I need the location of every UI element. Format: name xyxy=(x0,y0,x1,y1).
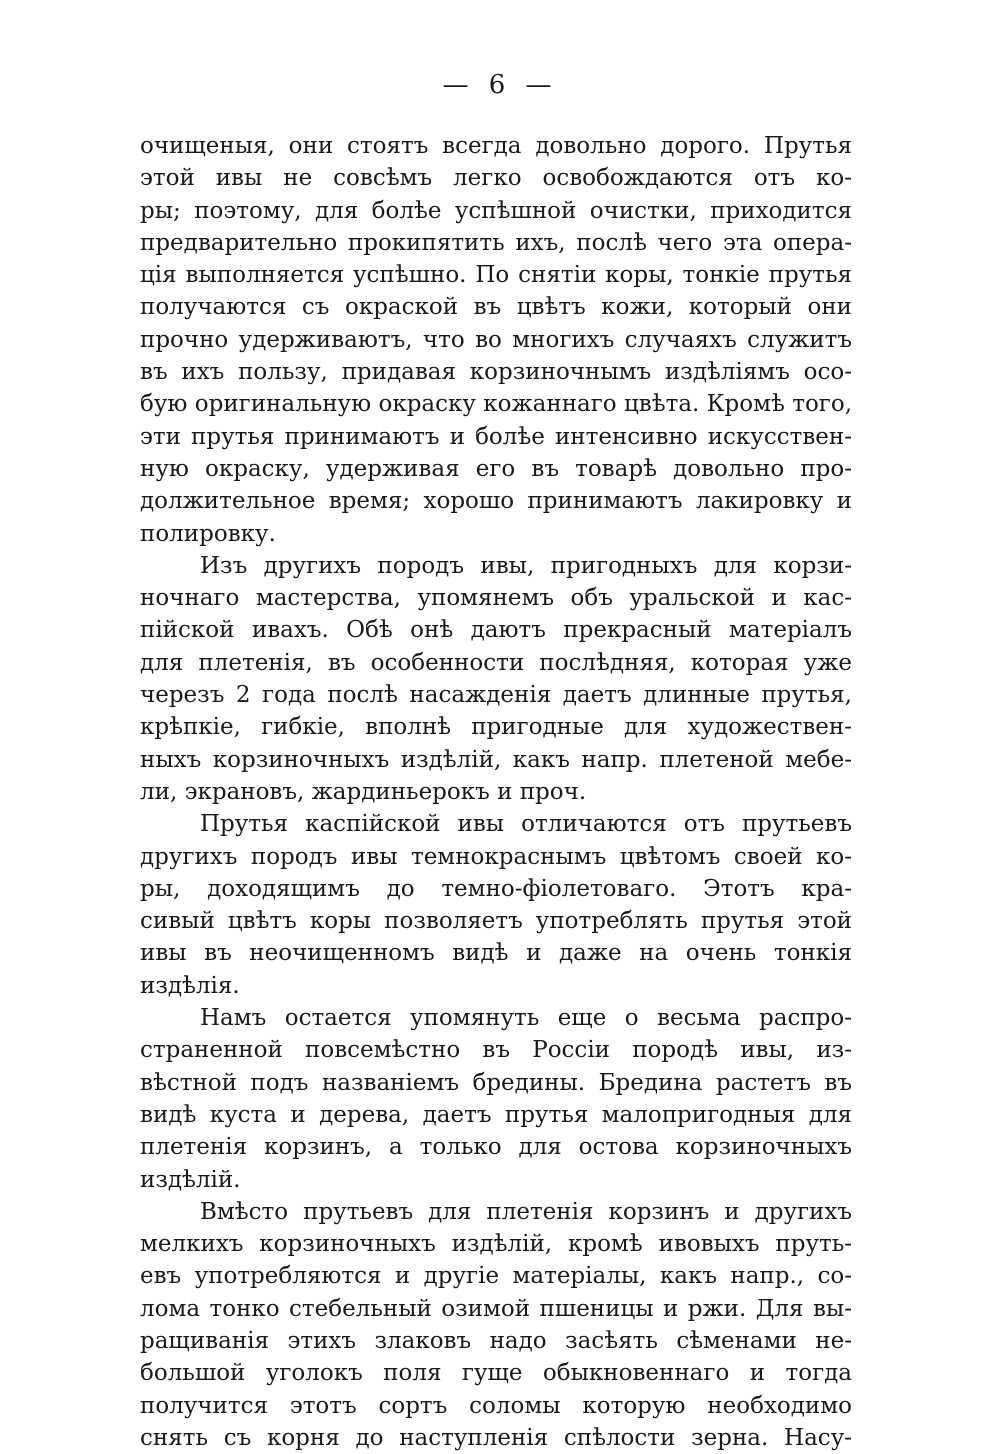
text-line: лома тонко стебельный озимой пшеницы и ржи. Для вы- xyxy=(140,1295,852,1322)
text-line: полировку. xyxy=(140,520,276,547)
text-line: ращиванія этихъ злаковъ надо засѣять сѣменами не- xyxy=(140,1327,852,1354)
text-line: должительное время; хорошо принимаютъ лакировку и xyxy=(140,488,852,515)
text-line: другихъ породъ ивы темнокраснымъ цвѣтомъ своей ко- xyxy=(140,843,852,870)
text-line: предварительно прокипятить ихъ, послѣ чего эта опера- xyxy=(140,229,852,256)
text-line: ція выполняется успѣшно. По снятіи коры, тонкіе прутья xyxy=(140,262,852,289)
text-line: для плетенія, въ особенности послѣдняя, которая уже xyxy=(140,649,852,676)
text-line: ночнаго мастерства, упомянемъ объ уральской и кас- xyxy=(140,585,852,612)
body-text xyxy=(140,130,852,1454)
text-line: получаются съ окраской въ цвѣтъ кожи, который они xyxy=(140,294,852,321)
text-line: прочно удерживаютъ, что во многихъ случаяхъ служитъ xyxy=(140,326,852,353)
text-line: въ ихъ пользу, придавая корзиночнымъ издѣліямъ осо- xyxy=(140,359,852,386)
text-line: евъ употребляются и другіе матеріалы, какъ напр., со- xyxy=(140,1263,852,1290)
text-line: Изъ другихъ породъ ивы, пригодныхъ для корзи- xyxy=(200,552,852,579)
text-line: ры, доходящимъ до темно-фіолетоваго. Этотъ кра- xyxy=(140,875,852,902)
text-line: ли, экрановъ, жардиньерокъ и проч. xyxy=(140,778,587,805)
text-line: крѣпкіе, гибкіе, вполнѣ пригодные для художествен- xyxy=(140,714,852,741)
text-line: большой уголокъ поля гуще обыкновеннаго и тогда xyxy=(140,1360,852,1387)
text-line: ры; поэтому, для болѣе успѣшной очистки, приходится xyxy=(140,197,852,224)
text-line: бую оригинальную окраску кожаннаго цвѣта. Кромѣ того, xyxy=(140,391,852,418)
text-line: ныхъ корзиночныхъ издѣлій, какъ напр. плетеной мебе- xyxy=(140,746,852,773)
text-line: Прутья каспійской ивы отличаются отъ прутьевъ xyxy=(200,811,852,838)
text-line: ивы въ неочищенномъ видѣ и даже на очень тонкія xyxy=(140,940,852,967)
text-line: снять съ корня до наступленія спѣлости зерна. Насу- xyxy=(140,1424,852,1451)
text-line: ную окраску, удерживая его въ товарѣ довольно про- xyxy=(140,455,852,482)
text-line: издѣлія. xyxy=(140,972,240,999)
page-number: — 6 — xyxy=(442,70,558,100)
text-line: страненной повсемѣстно въ Россіи породѣ ивы, из- xyxy=(140,1037,852,1064)
text-line: получится этотъ сортъ соломы которую необходимо xyxy=(140,1392,852,1419)
text-line: эти прутья принимаютъ и болѣе интенсивно искусствен- xyxy=(140,423,852,450)
text-line: вѣстной подъ названіемъ бредины. Бредина растетъ въ xyxy=(140,1069,852,1096)
text-line: сивый цвѣтъ коры позволяетъ употреблять прутья этой xyxy=(140,908,852,935)
text-line: видѣ куста и дерева, даетъ прутья малопригодныя для xyxy=(140,1101,852,1128)
text-line: Вмѣсто прутьевъ для плетенія корзинъ и другихъ xyxy=(200,1198,852,1225)
text-line: плетенія корзинъ, а только для остова корзиночныхъ xyxy=(140,1134,852,1161)
text-line: этой ивы не совсѣмъ легко освобождаются отъ ко- xyxy=(140,165,852,192)
text-line: Намъ остается упомянуть еще о весьма распро- xyxy=(200,1005,852,1032)
text-line: очищеныя, они стоятъ всегда довольно дорого. Прутья xyxy=(140,133,852,159)
text-line: издѣлій. xyxy=(140,1166,241,1193)
text-line: пійской ивахъ. Обѣ онѣ даютъ прекрасный матеріалъ xyxy=(140,617,852,644)
text-line: черезъ 2 года послѣ насажденія даетъ длинные прутья, xyxy=(140,682,852,709)
text-line: мелкихъ корзиночныхъ издѣлій, кромѣ ивовыхъ пруть- xyxy=(140,1231,852,1258)
